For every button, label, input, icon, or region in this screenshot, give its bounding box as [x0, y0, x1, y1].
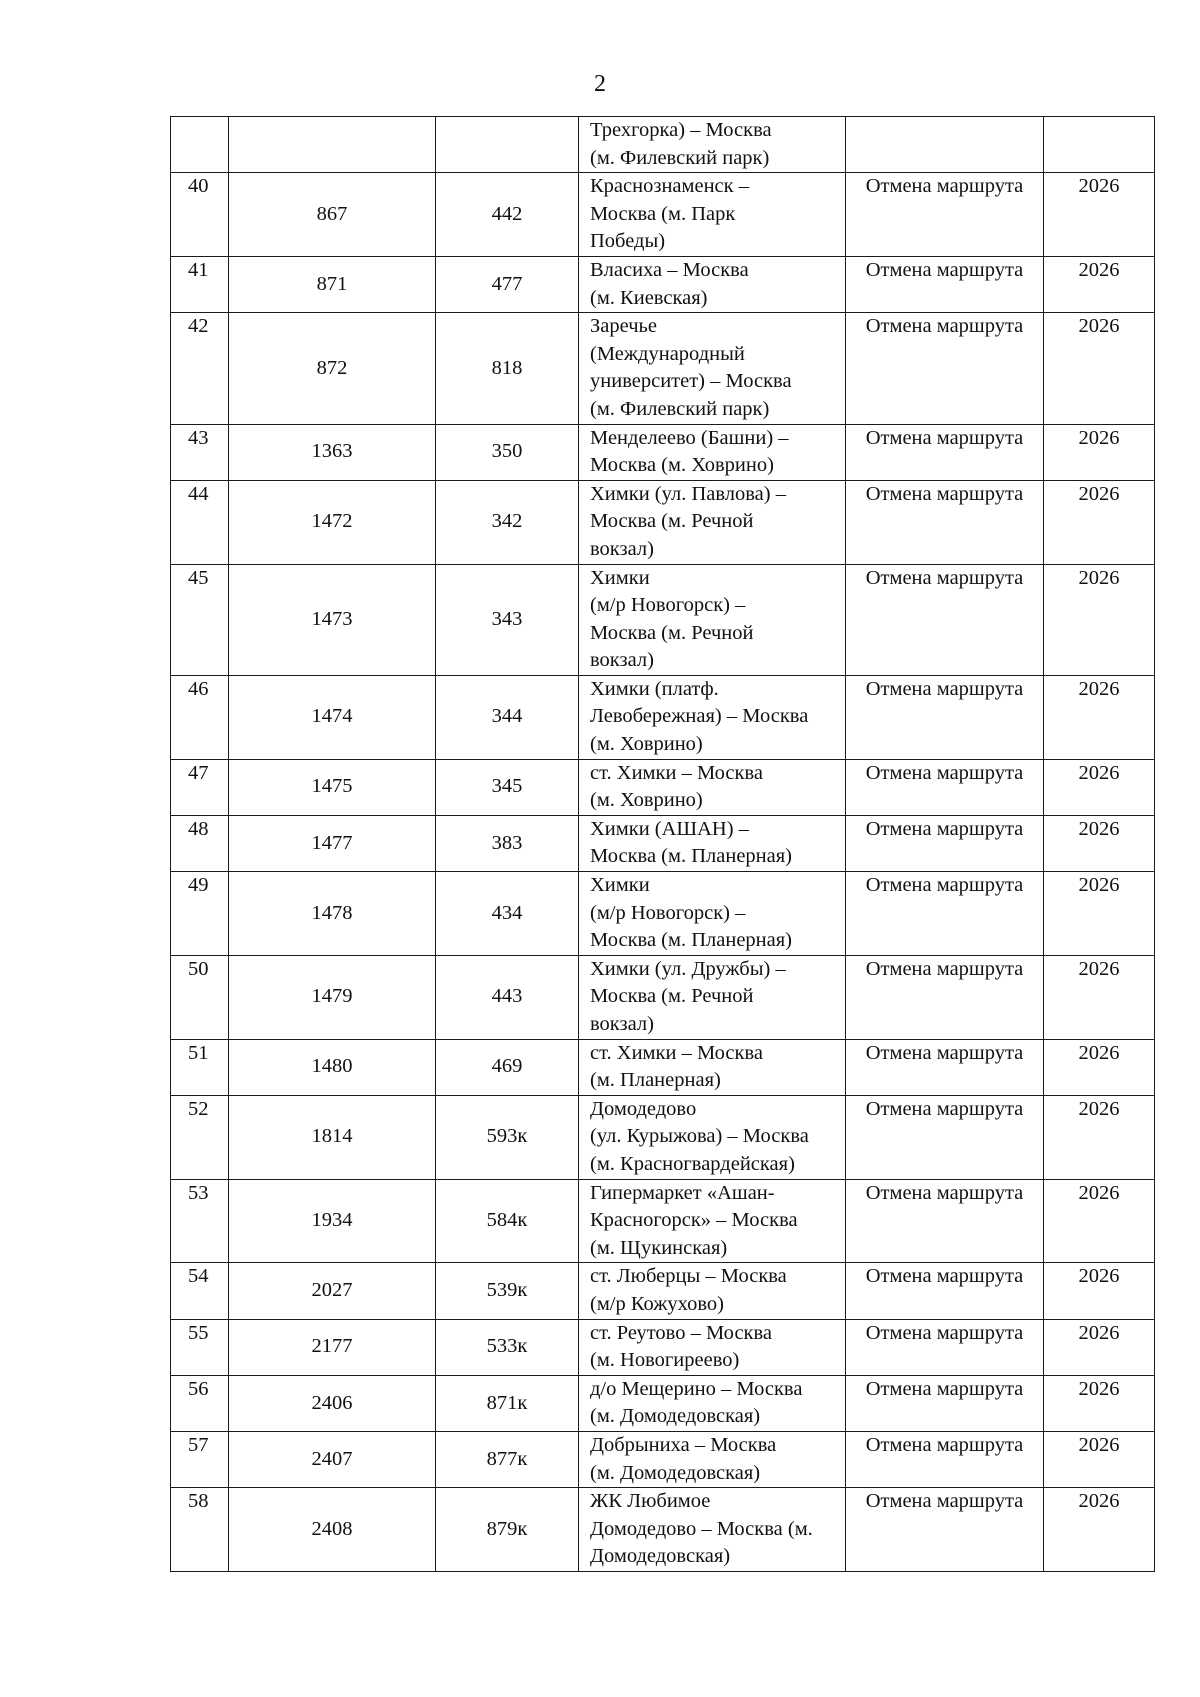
cell-year: 2026 — [1044, 1488, 1155, 1572]
cell-year: 2026 — [1044, 815, 1155, 871]
cell-action: Отмена маршрута — [846, 1179, 1044, 1263]
cell-registry-number: 2408 — [229, 1488, 436, 1572]
cell-route-name — [579, 173, 846, 257]
route-line: (м. Домодедовская) — [590, 1405, 761, 1428]
route-line: Химки — [590, 566, 650, 589]
route-line: (м. Домодедовская) — [590, 1461, 761, 1484]
route-line: ст. Химки – Москва — [590, 761, 763, 784]
cell-route-number: 477 — [436, 256, 579, 312]
route-line: (м/р Новогорск) – — [590, 901, 746, 924]
cell-number: 44 — [171, 480, 229, 564]
table-row — [171, 1431, 1155, 1487]
cell-route-number: 539к — [436, 1263, 579, 1319]
cell-route-name — [579, 1095, 846, 1179]
route-line: Домодедово – Москва (м. — [590, 1517, 813, 1540]
cell-year: 2026 — [1044, 480, 1155, 564]
cell-number: 54 — [171, 1263, 229, 1319]
route-line: Гипермаркет «Ашан- — [590, 1181, 775, 1204]
cell-number: 41 — [171, 256, 229, 312]
cell-registry-number: 872 — [229, 313, 436, 424]
cell-year: 2026 — [1044, 955, 1155, 1039]
cell-number: 47 — [171, 759, 229, 815]
cell-registry-number: 1477 — [229, 815, 436, 871]
cell-number: 40 — [171, 173, 229, 257]
cell-action: Отмена маршрута — [846, 815, 1044, 871]
cell-registry-number: 1473 — [229, 564, 436, 675]
route-line: Химки (ул. Павлова) – — [590, 482, 786, 505]
cell-number: 51 — [171, 1039, 229, 1095]
cell-registry-number: 1474 — [229, 675, 436, 759]
cell-route-number: 345 — [436, 759, 579, 815]
cell-registry-number: 2027 — [229, 1263, 436, 1319]
cell-year: 2026 — [1044, 1039, 1155, 1095]
route-line: Заречье — [590, 315, 657, 338]
cell-registry-number: 2406 — [229, 1375, 436, 1431]
route-line: (м/р Кожухово) — [590, 1292, 725, 1315]
cell-registry-number: 1480 — [229, 1039, 436, 1095]
cell-registry-number: 867 — [229, 173, 436, 257]
cell-action: Отмена маршрута — [846, 955, 1044, 1039]
route-line: вокзал) — [590, 537, 654, 560]
cell-year: 2026 — [1044, 564, 1155, 675]
cell-route-number: 383 — [436, 815, 579, 871]
route-line: Красногорск» – Москва — [590, 1209, 798, 1232]
cell-year: 2026 — [1044, 1263, 1155, 1319]
route-line: (м. Новогиреево) — [590, 1349, 740, 1372]
cell-year: 2026 — [1044, 173, 1155, 257]
table-row — [171, 815, 1155, 871]
cell-action: Отмена маршрута — [846, 1375, 1044, 1431]
cell-route-name — [579, 117, 846, 173]
route-line: (м/р Новогорск) – — [590, 594, 746, 617]
route-line: Москва (м. Ховрино) — [590, 454, 774, 477]
route-line: Химки (АШАН) – — [590, 817, 749, 840]
cell-registry-number: 1363 — [229, 424, 436, 480]
route-line: Трехгорка) – Москва — [590, 119, 772, 141]
cell-route-number: 818 — [436, 313, 579, 424]
cell-number: 53 — [171, 1179, 229, 1263]
cell-route-name — [579, 1319, 846, 1375]
table-row-continuation — [171, 117, 1155, 173]
cell-route-name — [579, 424, 846, 480]
route-line: Химки (платф. — [590, 677, 719, 700]
cell-action: Отмена маршрута — [846, 256, 1044, 312]
cell-year: 2026 — [1044, 256, 1155, 312]
cell-year — [1044, 117, 1155, 173]
cell-route-name — [579, 815, 846, 871]
route-line: Домодедово — [590, 1097, 697, 1120]
table-row — [171, 313, 1155, 424]
cell-action: Отмена маршрута — [846, 675, 1044, 759]
table-row — [171, 1179, 1155, 1263]
route-line: (м. Филевский парк) — [590, 397, 770, 420]
cell-route-number: 593к — [436, 1095, 579, 1179]
cell-route-number: 344 — [436, 675, 579, 759]
route-line: (ул. Курыжова) – Москва — [590, 1125, 809, 1148]
cell-action: Отмена маршрута — [846, 313, 1044, 424]
cell-route-number: 469 — [436, 1039, 579, 1095]
cell-year: 2026 — [1044, 1375, 1155, 1431]
cell-route-number: 443 — [436, 955, 579, 1039]
cell-route-name — [579, 759, 846, 815]
route-line: Домодедовская) — [590, 1545, 731, 1568]
cell-route-number — [436, 117, 579, 173]
cell-route-number: 350 — [436, 424, 579, 480]
route-line: (м. Филевский парк) — [590, 146, 770, 169]
cell-route-name — [579, 1039, 846, 1095]
route-line: Краснознаменск – — [590, 175, 749, 198]
cell-registry-number: 1814 — [229, 1095, 436, 1179]
cell-route-name — [579, 564, 846, 675]
cell-number: 50 — [171, 955, 229, 1039]
cell-action — [846, 117, 1044, 173]
cell-registry-number: 1479 — [229, 955, 436, 1039]
cell-number: 57 — [171, 1431, 229, 1487]
cell-route-name — [579, 675, 846, 759]
route-line: (м. Красногвардейская) — [590, 1152, 795, 1175]
table-row — [171, 480, 1155, 564]
cell-action: Отмена маршрута — [846, 1039, 1044, 1095]
table-row — [171, 1375, 1155, 1431]
cell-number: 52 — [171, 1095, 229, 1179]
cell-number: 56 — [171, 1375, 229, 1431]
cell-action: Отмена маршрута — [846, 1488, 1044, 1572]
cell-number: 58 — [171, 1488, 229, 1572]
table-row — [171, 955, 1155, 1039]
cell-number: 42 — [171, 313, 229, 424]
table-row — [171, 564, 1155, 675]
cell-route-number: 342 — [436, 480, 579, 564]
route-line: Москва (м. Парк — [590, 202, 736, 225]
route-line: Власиха – Москва — [590, 258, 749, 281]
table-row — [171, 1263, 1155, 1319]
route-line: ст. Реутово – Москва — [590, 1321, 773, 1344]
route-line: Добрыниха – Москва — [590, 1433, 777, 1456]
route-line: (м. Киевская) — [590, 286, 708, 309]
route-line: вокзал) — [590, 1013, 654, 1035]
table-row — [171, 675, 1155, 759]
cell-route-name — [579, 955, 846, 1039]
cell-number: 45 — [171, 564, 229, 675]
route-line: (м. Ховрино) — [590, 733, 703, 756]
cell-route-number: 871к — [436, 1375, 579, 1431]
table-row — [171, 1319, 1155, 1375]
cell-registry-number: 871 — [229, 256, 436, 312]
table-row — [171, 173, 1155, 257]
cell-year: 2026 — [1044, 872, 1155, 956]
cell-action: Отмена маршрута — [846, 480, 1044, 564]
route-line: Менделеево (Башни) – — [590, 426, 789, 449]
cell-route-name — [579, 872, 846, 956]
route-line: Химки (ул. Дружбы) – — [590, 957, 786, 980]
cell-number: 43 — [171, 424, 229, 480]
cell-number: 55 — [171, 1319, 229, 1375]
cell-route-name — [579, 1263, 846, 1319]
cell-number — [171, 117, 229, 173]
route-line: ст. Химки – Москва — [590, 1041, 763, 1064]
cell-route-name — [579, 480, 846, 564]
cell-number: 49 — [171, 872, 229, 956]
route-line: Москва (м. Планерная) — [590, 845, 792, 868]
route-line: (Международный — [590, 342, 745, 365]
cell-year: 2026 — [1044, 313, 1155, 424]
cell-route-number: 434 — [436, 872, 579, 956]
cell-year: 2026 — [1044, 759, 1155, 815]
cell-route-name — [579, 1431, 846, 1487]
cell-action: Отмена маршрута — [846, 424, 1044, 480]
cell-route-number: 877к — [436, 1431, 579, 1487]
route-line: Москва (м. Речной — [590, 510, 754, 533]
cell-action: Отмена маршрута — [846, 1095, 1044, 1179]
cell-action: Отмена маршрута — [846, 173, 1044, 257]
route-line: Химки — [590, 874, 650, 897]
cell-year: 2026 — [1044, 675, 1155, 759]
cell-action: Отмена маршрута — [846, 1263, 1044, 1319]
cell-route-number: 879к — [436, 1488, 579, 1572]
route-line: университет) – Москва — [590, 370, 792, 393]
cell-number: 46 — [171, 675, 229, 759]
cell-year: 2026 — [1044, 424, 1155, 480]
route-line: (м. Щукинская) — [590, 1236, 728, 1259]
page-number: 2 — [594, 71, 606, 97]
route-line: д/о Мещерино – Москва — [590, 1377, 803, 1400]
cell-route-number: 442 — [436, 173, 579, 257]
cell-registry-number — [229, 117, 436, 173]
table-row — [171, 1095, 1155, 1179]
routes-table — [170, 116, 1155, 1572]
route-line: Москва (м. Речной — [590, 985, 754, 1008]
cell-route-name — [579, 313, 846, 424]
table-row — [171, 424, 1155, 480]
cell-route-number: 533к — [436, 1319, 579, 1375]
route-line: ст. Люберцы – Москва — [590, 1265, 787, 1288]
cell-registry-number: 1478 — [229, 872, 436, 956]
cell-year: 2026 — [1044, 1319, 1155, 1375]
cell-registry-number: 1472 — [229, 480, 436, 564]
cell-action: Отмена маршрута — [846, 759, 1044, 815]
cell-year: 2026 — [1044, 1431, 1155, 1487]
cell-year: 2026 — [1044, 1179, 1155, 1263]
route-line: Победы) — [590, 230, 666, 253]
route-line: (м. Ховрино) — [590, 789, 703, 812]
route-line: Москва (м. Речной — [590, 621, 754, 644]
cell-registry-number: 2177 — [229, 1319, 436, 1375]
route-line: Москва (м. Планерная) — [590, 929, 792, 952]
cell-action: Отмена маршрута — [846, 1431, 1044, 1487]
cell-route-name — [579, 256, 846, 312]
table-row — [171, 872, 1155, 956]
table-row — [171, 759, 1155, 815]
cell-registry-number: 1475 — [229, 759, 436, 815]
cell-number: 48 — [171, 815, 229, 871]
table-row — [171, 1039, 1155, 1095]
route-line: ЖК Любимое — [590, 1490, 711, 1513]
cell-action: Отмена маршрута — [846, 1319, 1044, 1375]
table-row — [171, 1488, 1155, 1572]
route-line: Левобережная) – Москва — [590, 705, 809, 728]
route-line: вокзал) — [590, 649, 654, 672]
cell-year: 2026 — [1044, 1095, 1155, 1179]
routes-table-body — [171, 117, 1155, 1572]
cell-route-name — [579, 1179, 846, 1263]
cell-route-name — [579, 1488, 846, 1572]
cell-action: Отмена маршрута — [846, 564, 1044, 675]
cell-route-number: 584к — [436, 1179, 579, 1263]
route-line: (м. Планерная) — [590, 1069, 721, 1092]
cell-registry-number: 1934 — [229, 1179, 436, 1263]
cell-registry-number: 2407 — [229, 1431, 436, 1487]
cell-route-name — [579, 1375, 846, 1431]
cell-action: Отмена маршрута — [846, 872, 1044, 956]
cell-route-number: 343 — [436, 564, 579, 675]
table-row — [171, 256, 1155, 312]
